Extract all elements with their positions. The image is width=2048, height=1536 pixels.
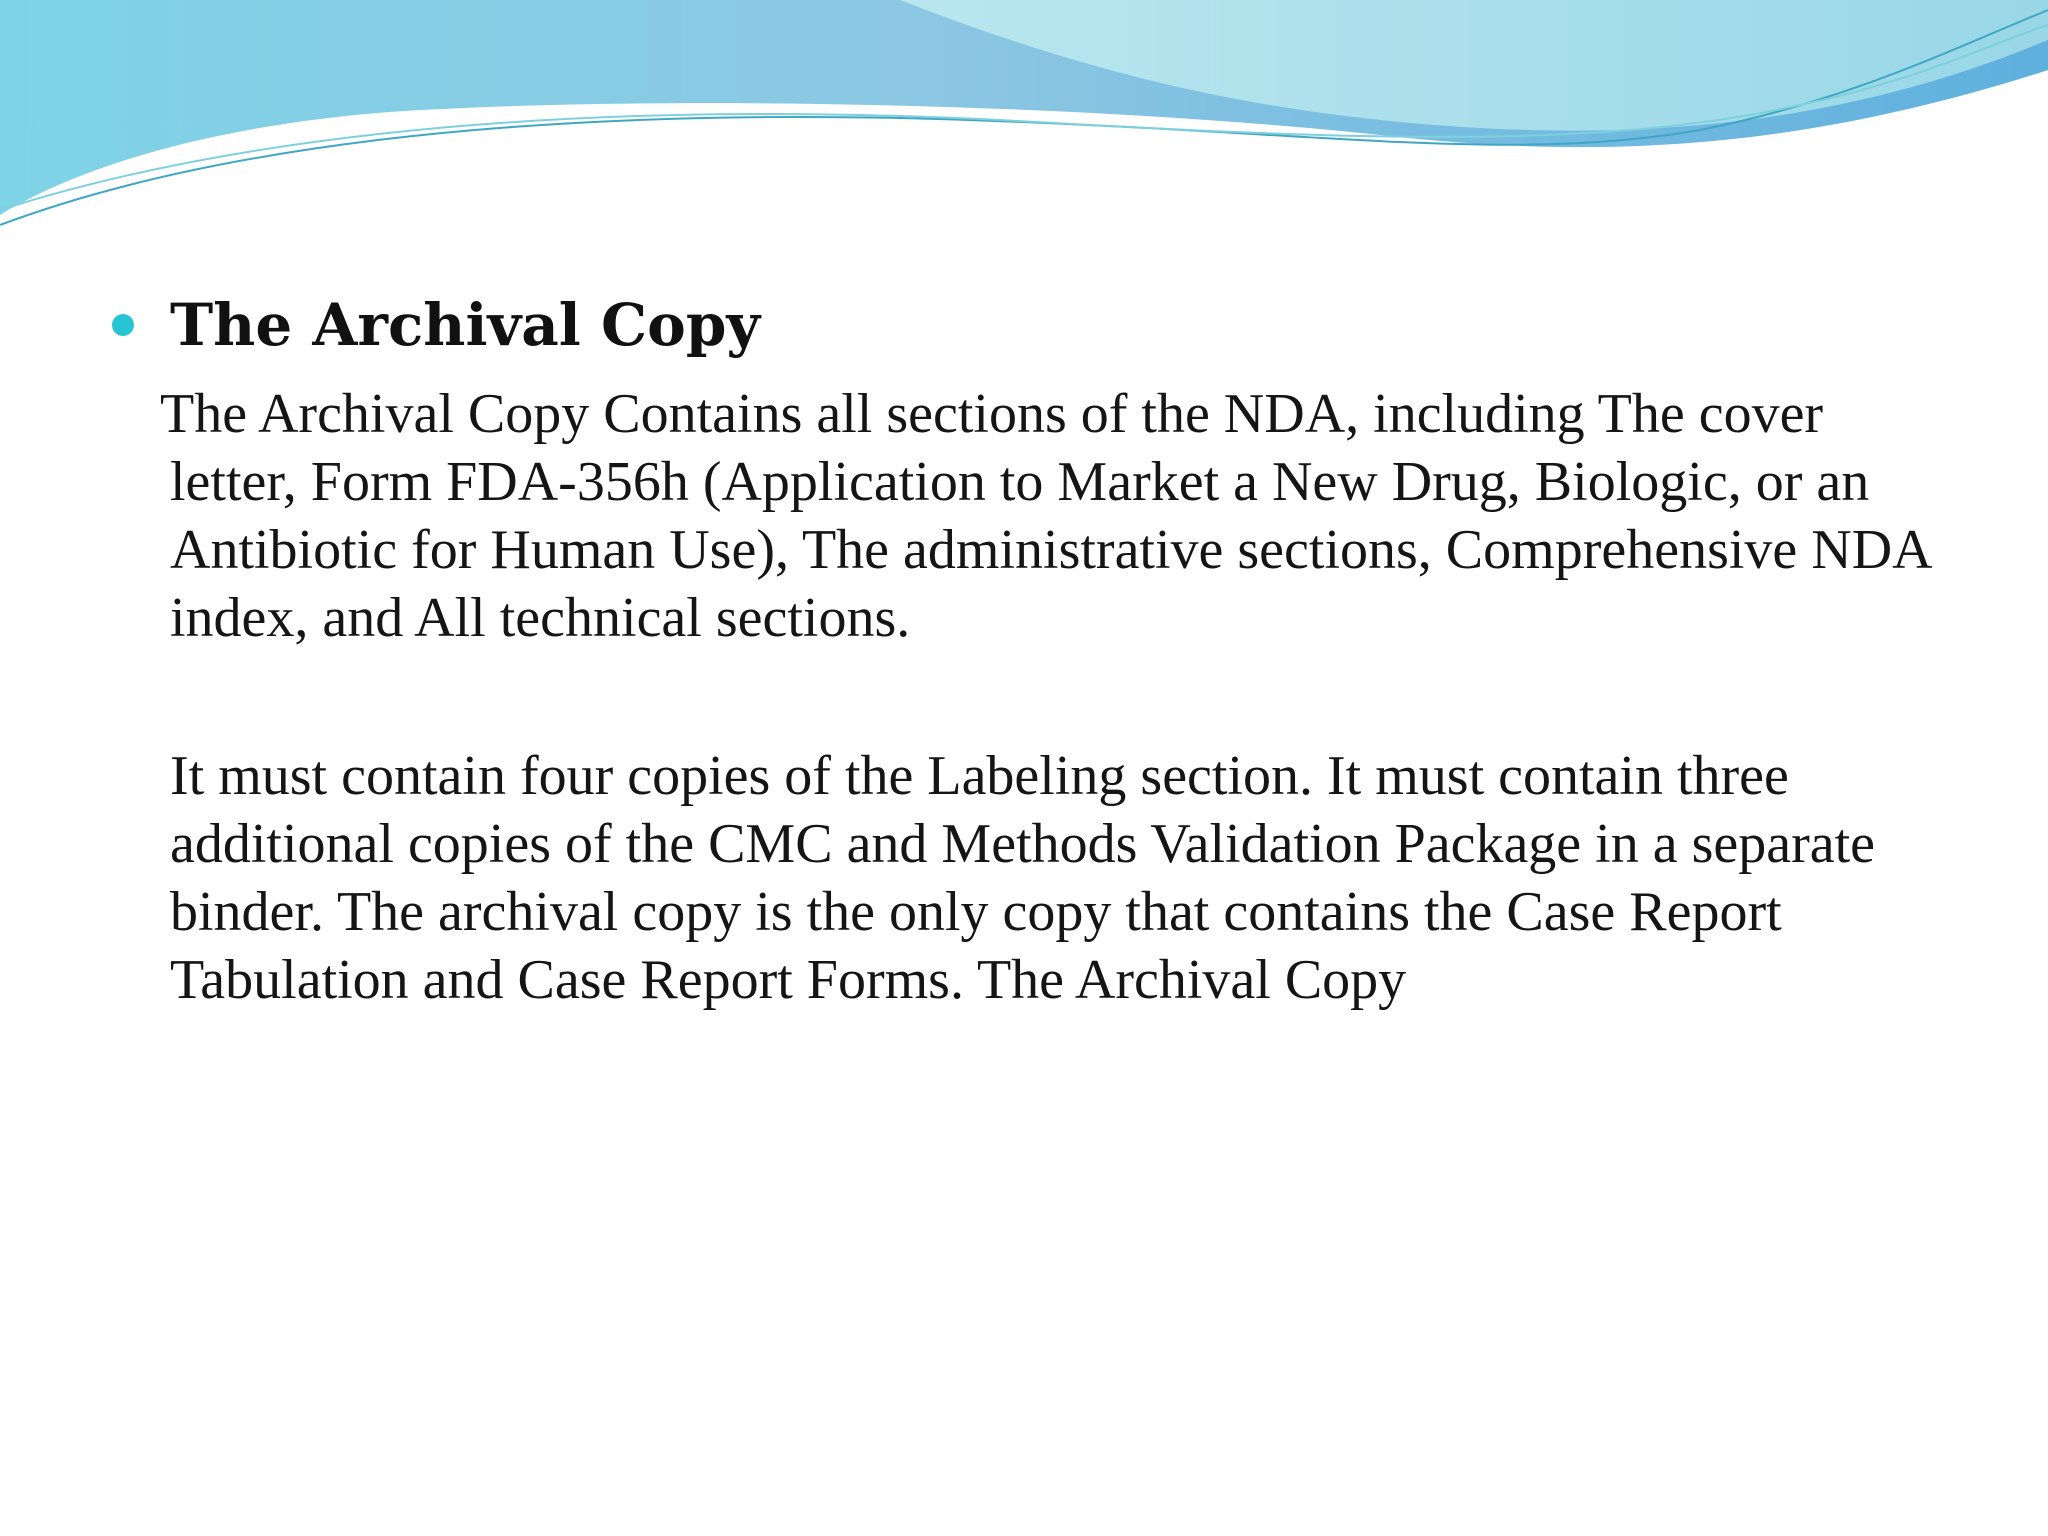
bullet-dot-icon xyxy=(112,314,134,336)
bullet-heading-row xyxy=(112,290,760,360)
paragraph-archival-requirements: It must contain four copies of the Labeling section. It must contain three additional copies of the CMC and Methods Validation Package in a separate binder. The archival copy is the only copy that contains the Case Report Tabulation and Case Report Forms. The Archival Copy xyxy=(170,745,1875,1011)
slide-heading: The Archival Copy xyxy=(170,291,761,359)
paragraph-archival-contents: The Archival Copy Contains all sections of the NDA, including The cover letter, Form FDA-356h (Application to Market a New Drug, Biologic, or an Antibiotic for Human Use), The administrative sections, Comprehensive NDA index, and All technical sections. xyxy=(160,383,1930,649)
header-wave-decoration xyxy=(0,0,2048,240)
